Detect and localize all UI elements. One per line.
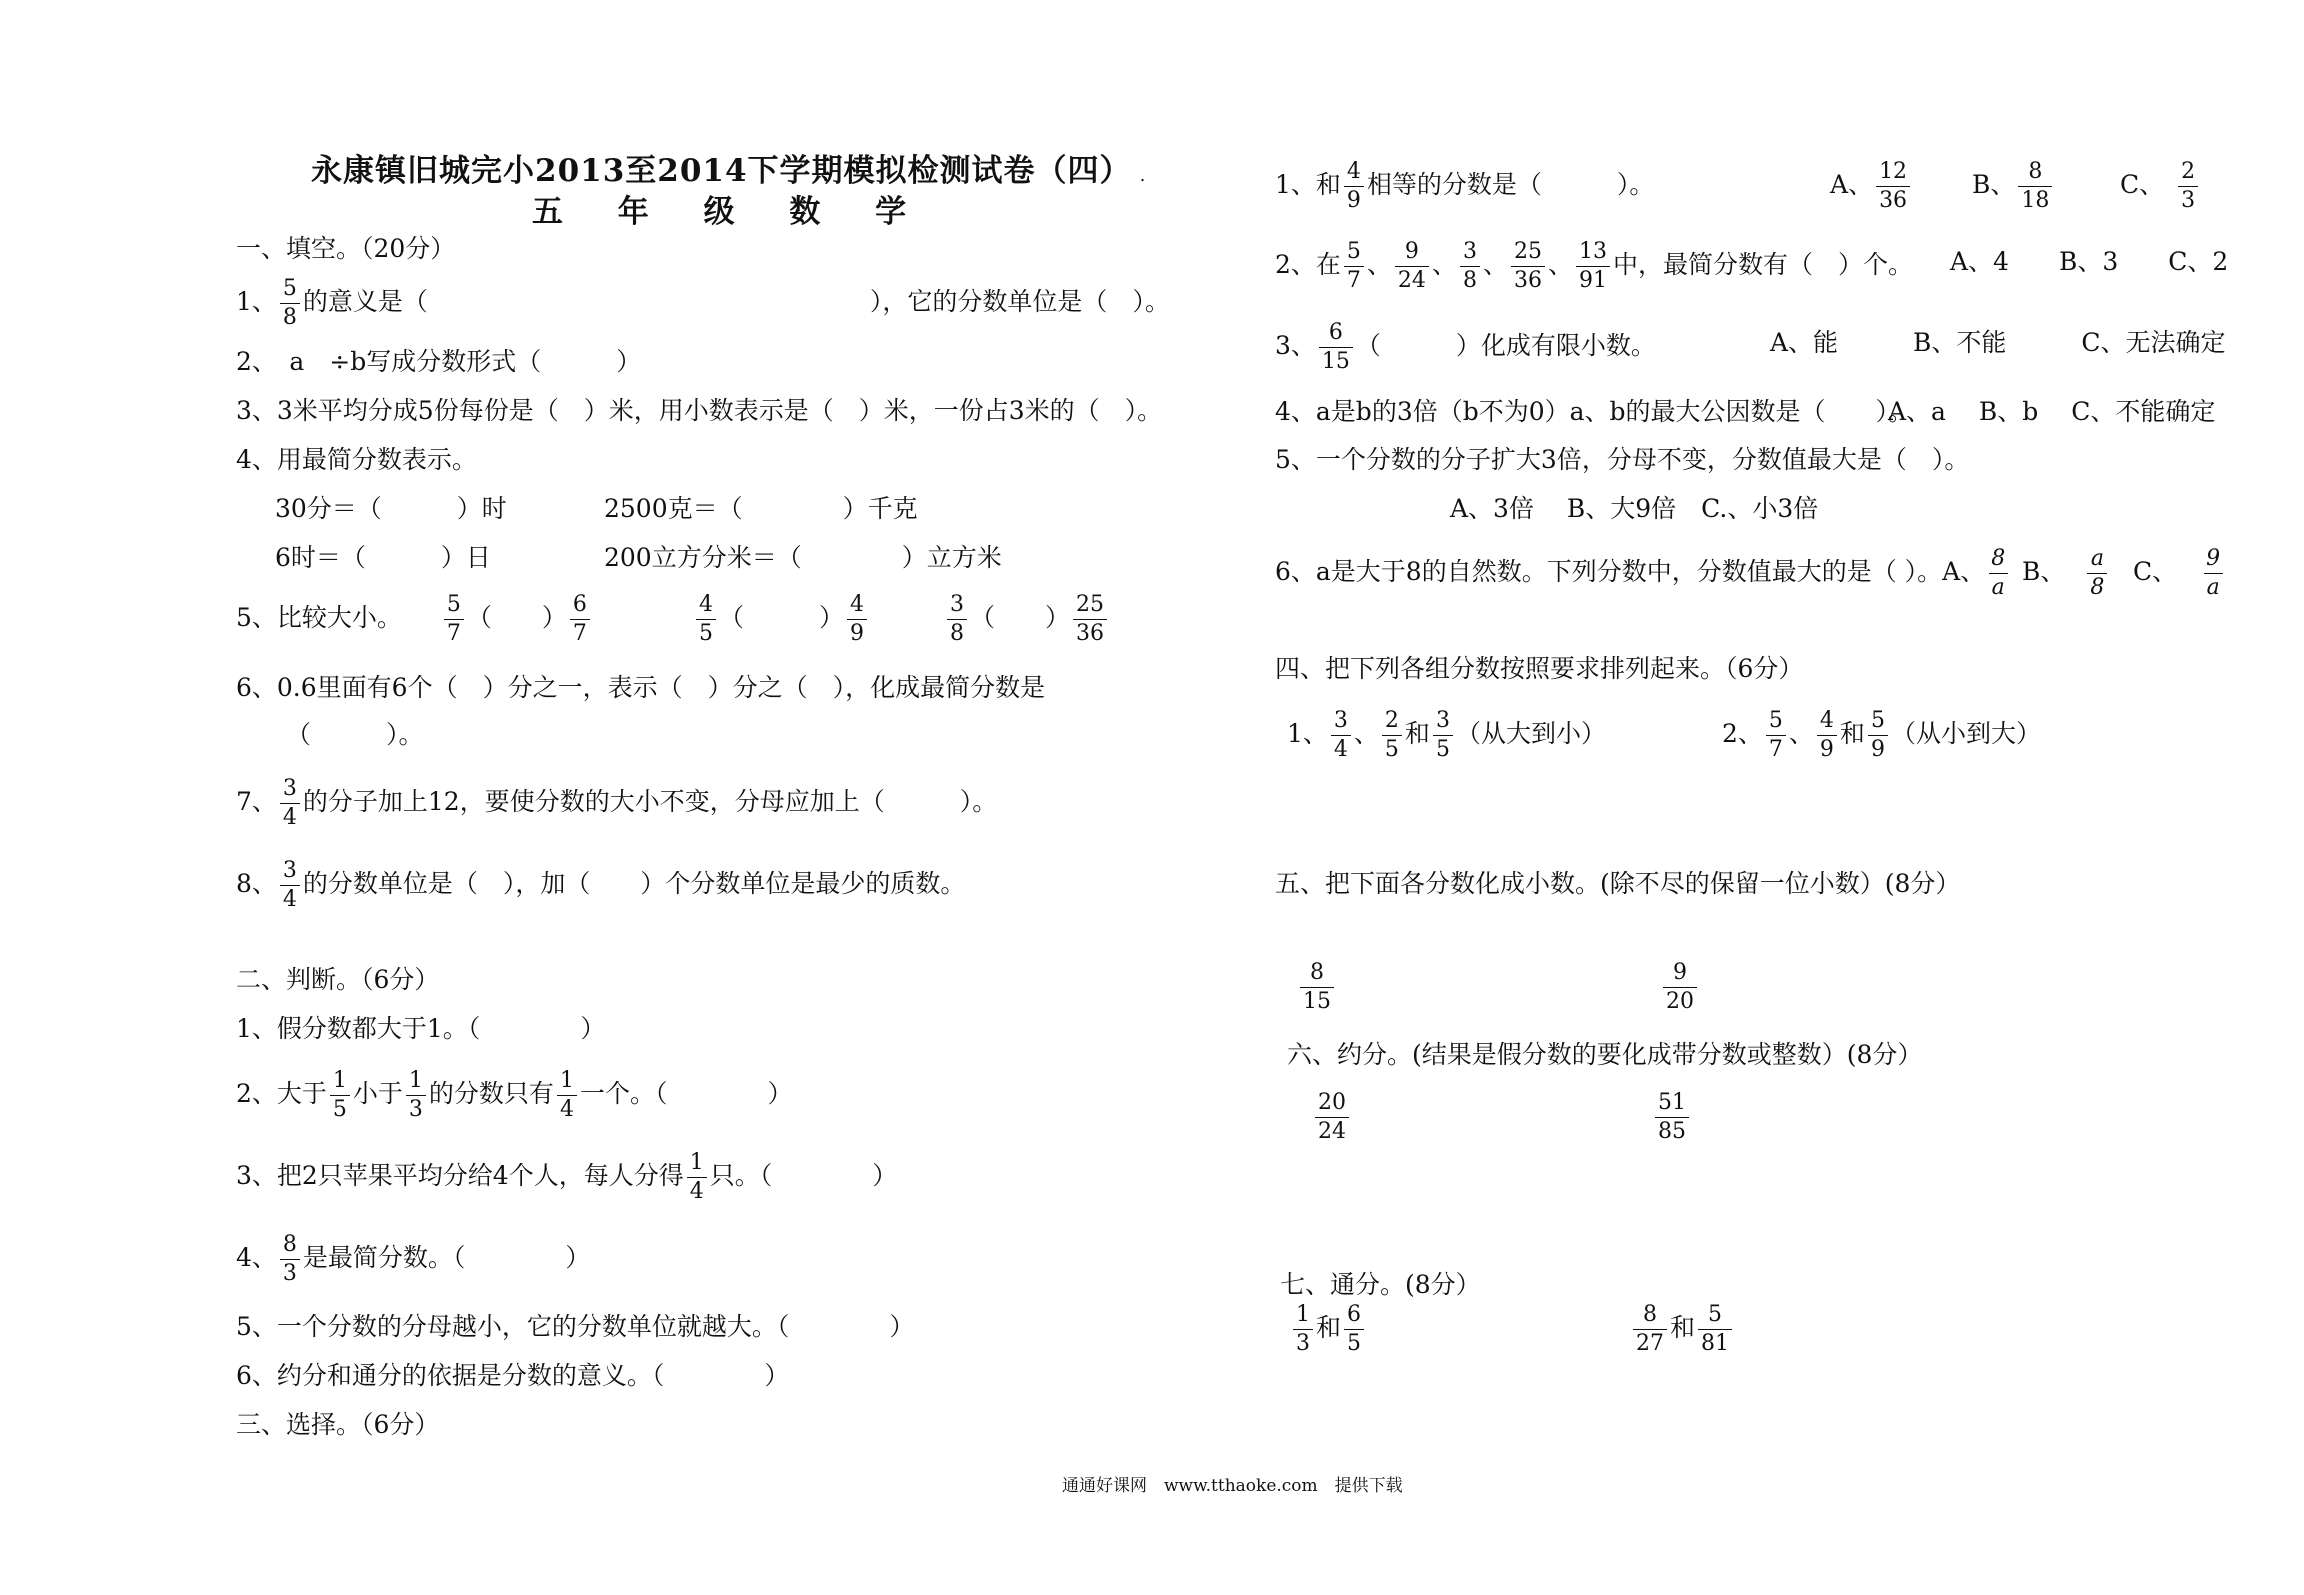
denominator: 24 [1395,266,1429,292]
s2-q5: 5、一个分数的分母越小，它的分数单位就越大。（ ） [236,1312,915,1341]
fraction [444,594,464,645]
fraction [1073,594,1107,645]
numerator: 12 [1879,159,1908,184]
denominator: 85 [1655,1117,1689,1143]
s3-q5-options[interactable]: A、3倍 B、大9倍 C.、小3倍 [1450,494,1819,523]
denominator: 9 [847,619,867,645]
denominator: 3 [406,1095,426,1121]
numerator: 8 [1310,960,1324,985]
numerator: 4 [699,592,713,617]
fraction [1876,161,1910,212]
option-label: A、 [1830,170,1874,199]
s1-q4-c: 6时＝（ ）日 [275,543,491,572]
denominator: 7 [570,619,590,645]
s7-pair-1 [1290,1304,1367,1355]
s1-q4-a: 30分＝（ ）时 [275,494,507,523]
numerator: 8 [1643,1302,1657,1327]
q-text: 相等的分数是（ ）。 [1366,170,1655,199]
fraction [2087,548,2107,599]
s2-q4 [236,1234,590,1285]
s2-q1: 1、假分数都大于1。（ ） [236,1014,606,1043]
separator: 、 [1788,719,1814,748]
q-text: ），它的分数单位是（ ）。 [869,287,1170,316]
s1-q5 [236,592,587,646]
q-number: 7、 [236,787,277,816]
numerator: 5 [1768,708,1783,733]
fraction [1511,241,1545,292]
q-text: （从小到大） [1890,719,2041,748]
q-text: 2、大于 [236,1079,327,1108]
numerator: 1 [408,1068,423,1093]
fraction [1633,1304,1667,1355]
s2-q6: 6、约分和通分的依据是分数的意义。（ ） [236,1361,790,1390]
separator: 、 [1366,250,1392,279]
s3-q4-options[interactable]: A、a B、b C、不能确定 [1888,397,2216,426]
section4-heading: 四、把下列各组分数按照要求排列起来。（6分） [1275,654,1804,683]
denominator: 8 [2087,573,2107,599]
denominator: 81 [1698,1329,1732,1355]
numerator: 6 [1328,320,1343,345]
exam-title-text: 永康镇旧城完小2013至2014下学期模拟检测试卷（四） [311,153,1132,189]
separator: 、 [1353,719,1379,748]
q-text: 3、把2只苹果平均分给4个人，每人分得 [236,1161,684,1190]
denominator: 7 [1344,266,1364,292]
s4-group2 [1722,710,2041,761]
conjunction: 和 [1670,1313,1696,1342]
s3-q1-option-c[interactable] [2120,161,2201,212]
q-number: 8、 [236,869,277,898]
q-text: 的意义是（ [302,287,428,316]
denominator: 9 [1817,735,1837,761]
fraction [2018,161,2052,212]
separator: 和 [1404,719,1430,748]
option-label: B、 [2022,557,2066,586]
fraction [1344,161,1364,212]
fraction [1460,241,1480,292]
numerator: 51 [1658,1090,1686,1115]
option-label: B、 [1972,170,2016,199]
fraction [280,278,300,329]
denominator: 91 [1576,266,1610,292]
compare-pair [693,594,870,645]
s6-fraction-2 [1652,1092,1692,1143]
fraction [1382,710,1402,761]
s1-q4-d: 200立方分米＝（ ）立方米 [604,543,1002,572]
q-text: 的分数只有 [428,1079,554,1108]
s7-pair-2 [1630,1304,1735,1355]
fraction [406,1070,426,1121]
q-number: 4、 [236,1243,277,1272]
denominator: 5 [1382,735,1402,761]
denominator: 15 [1319,347,1353,373]
denominator: 8 [1460,266,1480,292]
s2-q2 [236,1070,792,1121]
s1-q4: 4、用最简分数表示。 [236,445,477,474]
q-text: 只。（ ） [709,1161,898,1190]
numerator: 4 [1819,708,1834,733]
option-label: C、 [2133,557,2178,586]
denominator: a [2204,573,2223,599]
fraction [947,594,967,645]
option-label: C、 [2120,170,2165,199]
numerator: 13 [1578,239,1607,264]
s3-q3 [1275,322,1656,373]
fraction [687,1152,707,1203]
numerator: 8 [282,1232,297,1257]
fraction [1344,241,1364,292]
numerator: 3 [950,592,964,617]
fraction [1698,1304,1732,1355]
numerator: 3 [1333,708,1348,733]
s2-q3 [236,1152,897,1203]
denominator: 7 [444,619,464,645]
s1-q3: 3、3米平均分成5份每份是（ ）米，用小数表示是（ ）米，一份占3米的（ ）。 [236,396,1163,425]
fraction [696,594,716,645]
denominator: 8 [947,619,967,645]
fraction [280,1234,300,1285]
numerator: 4 [1346,159,1361,184]
s6-fraction-1 [1312,1092,1352,1143]
numerator: 8 [1991,546,2006,571]
s3-q4: 4、a是b的3倍（b不为0）a、b的最大公因数是（ ）。 [1275,397,1914,426]
denominator: 5 [1433,735,1453,761]
fraction [1293,1304,1313,1355]
numerator: 9 [2206,546,2221,571]
fraction [330,1070,350,1121]
denominator: 24 [1315,1117,1349,1143]
denominator: 18 [2018,186,2052,212]
numerator: 3 [1462,239,1477,264]
compare-pair [944,594,1110,645]
title-dot: . [1139,165,1147,186]
denominator: 15 [1300,987,1334,1013]
denominator: 3 [2178,186,2198,212]
s3-q5: 5、一个分数的分子扩大3倍，分母不变，分数值最大是（ ）。 [1275,445,1970,474]
section1-heading: 一、填空。（20分） [236,234,456,263]
fraction [847,594,867,645]
q-text: （ ）化成有限小数。 [1355,331,1656,360]
denominator: 4 [280,885,300,911]
fraction [1817,710,1837,761]
s1-q7 [236,778,997,829]
q-text: 的分数单位是（ ），加（ ）个分数单位是最少的质数。 [302,869,966,898]
s3-q2-options[interactable]: A、4 B、3 C、2 [1950,247,2229,276]
s5-fraction-1 [1297,962,1337,1013]
numerator: 1 [689,1150,704,1175]
fraction [1331,710,1351,761]
q-text: 的分子加上12，要使分数的大小不变，分母应加上（ ）。 [302,787,998,816]
denominator: 36 [1876,186,1910,212]
q-text: 是最简分数。（ ） [302,1243,591,1272]
denominator: 5 [696,619,716,645]
denominator: 5 [1344,1329,1364,1355]
fraction [2203,548,2223,599]
denominator: 4 [280,803,300,829]
q-text: （从大到小） [1455,719,1606,748]
denominator: 7 [1766,735,1786,761]
numerator: 5 [1708,1302,1723,1327]
fraction [280,778,300,829]
numerator: 6 [1347,1302,1362,1327]
compare-pair [410,592,587,646]
numerator: 3 [282,858,297,883]
denominator: 36 [1511,266,1545,292]
denominator: 4 [687,1177,707,1203]
separator: 、 [1431,250,1457,279]
numerator: 5 [1870,708,1885,733]
separator: 、 [1547,250,1573,279]
fraction [1433,710,1453,761]
fraction [557,1070,577,1121]
numerator: 25 [1513,239,1542,264]
numerator: 3 [282,776,297,801]
q-text: 2、在 [1275,250,1341,279]
fraction [1655,1092,1689,1143]
s3-q1-option-a[interactable] [1830,161,1913,212]
numerator: 2 [1384,708,1399,733]
denominator: 4 [557,1095,577,1121]
s5-fraction-2 [1660,962,1700,1013]
section6-heading: 六、约分。(结果是假分数的要化成带分数或整数）(8分） [1287,1040,1923,1069]
separator: 、 [1482,250,1508,279]
fraction[interactable] [1988,548,2008,599]
denominator: 5 [330,1095,350,1121]
section3-heading: 三、选择。（6分） [236,1410,440,1439]
section7-heading: 七、通分。(8分） [1280,1270,1481,1299]
denominator: 20 [1663,987,1697,1013]
s3-q2 [1275,241,1913,292]
s1-q4-b: 2500克＝（ ）千克 [604,494,918,523]
s1-q6: 6、0.6里面有6个（ ）分之一，表示（ ）分之（ ），化成最简分数是 [236,673,1046,702]
numerator: 3 [1435,708,1450,733]
s4-group1 [1287,710,1606,761]
compare-blank[interactable]: （ ） [970,603,1071,632]
denominator: 8 [280,303,300,329]
numerator: 5 [1346,239,1361,264]
s3-q6-option-c[interactable] [2133,548,2226,599]
denominator: 27 [1633,1329,1667,1355]
fraction [280,860,300,911]
q-text: 小于 [352,1079,403,1108]
conjunction: 和 [1316,1313,1342,1342]
fraction [1576,241,1610,292]
fraction [1395,241,1429,292]
denominator: 3 [1293,1329,1313,1355]
s3-q6 [1275,548,2011,599]
s3-q1 [1275,161,1654,212]
denominator: 4 [1331,735,1351,761]
numerator: 4 [850,592,865,617]
exam-subtitle: 五 年 级 数 学 [532,194,929,230]
fraction [1868,710,1888,761]
q-number: 2、 [1722,719,1763,748]
compare-blank[interactable]: （ ） [719,603,845,632]
exam-title [311,153,1147,189]
q-text: 一个。（ ） [579,1079,793,1108]
q-text: 中，最简分数有（ ）个。 [1612,250,1913,279]
q-text: 6、a是大于8的自然数。下列分数中，分数值最大的是（ ）。A、 [1275,557,1986,586]
s1-q1 [236,278,1170,329]
numerator: 9 [1404,239,1419,264]
q-number: 3、 [1275,331,1316,360]
fraction [1766,710,1786,761]
compare-blank[interactable]: （ ） [466,603,567,632]
denominator: 9 [1868,735,1888,761]
page-footer: 通通好课网 www.tthaoke.com 提供下载 [1062,1476,1403,1496]
numerator: 9 [1673,960,1687,985]
numerator: 1 [1296,1302,1310,1327]
s3-q6-option-b[interactable] [2022,548,2110,599]
q-text: 5、比较大小。 [236,603,402,632]
s3-q1-option-b[interactable] [1972,161,2055,212]
numerator: a [2090,546,2104,571]
fraction [1319,322,1353,373]
numerator: 20 [1318,1090,1346,1115]
numerator: 5 [446,592,461,617]
numerator: 1 [559,1068,574,1093]
s1-q8 [236,860,965,911]
numerator: 8 [2028,159,2043,184]
fraction [570,594,590,645]
separator: 和 [1839,719,1865,748]
numerator: 1 [332,1068,347,1093]
denominator: 9 [1344,186,1364,212]
fraction [1315,1092,1349,1143]
numerator: 25 [1076,592,1105,617]
q-number: 1、 [1287,719,1328,748]
numerator: 2 [2181,159,2196,184]
q-number: 1、 [236,287,277,316]
denominator: 3 [280,1259,300,1285]
denominator: 36 [1073,619,1107,645]
denominator: a [1989,573,2008,599]
section2-heading: 二、判断。（6分） [236,965,440,994]
s1-q2: 2、 a ÷b写成分数形式（ ） [236,347,642,376]
fraction [2178,161,2198,212]
s3-q3-options[interactable]: A、能 B、不能 C、无法确定 [1770,328,2226,357]
fraction [1663,962,1697,1013]
numerator: 6 [572,592,587,617]
s1-q6-cont: （ ）。 [286,720,424,749]
fraction [1300,962,1334,1013]
q-text: 1、和 [1275,170,1341,199]
section5-heading: 五、把下面各分数化成小数。(除不尽的保留一位小数）(8分） [1275,869,1961,898]
fraction [1344,1304,1364,1355]
numerator: 5 [282,276,297,301]
